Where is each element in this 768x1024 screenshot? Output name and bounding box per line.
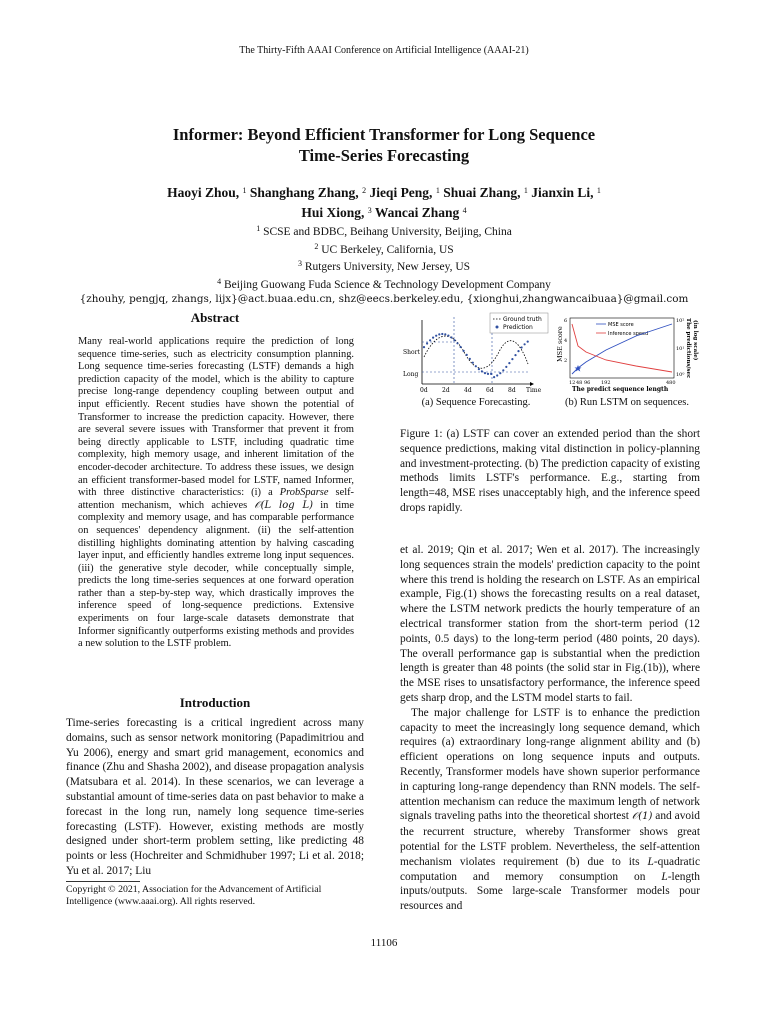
affiliation-line xyxy=(0,275,768,293)
paragraph-text: -length inputs/outputs. Some large-scale Transformer models pour resources and xyxy=(400,870,700,913)
paragraph-text: The major challenge for LSTF is to enhance the prediction capacity to meet the increasingly long sequence demand, which requires (a) extraordinary long-range alignment ability and (b) efficient operations on long sequence inputs and outputs. Recently, Transformer models have shown superior performance in capturing long-range dependency than RNN models. The self-attention mechanism can reduce the maximum length of network signals traveling paths into the theoretical shortest xyxy=(400,706,700,823)
prediction-point xyxy=(460,346,462,348)
x-tick: 12 xyxy=(569,380,576,386)
author-name: Haoyi Zhou, xyxy=(167,185,240,200)
x-tick: 2d xyxy=(442,387,450,394)
prediction-point xyxy=(499,372,501,374)
y-tick: 2 xyxy=(564,358,568,364)
page-number: 11106 xyxy=(370,937,398,949)
x-axis-label: Time xyxy=(526,387,542,394)
author-mark: 1 xyxy=(523,186,528,195)
prediction-point xyxy=(514,354,516,356)
prediction-point xyxy=(475,365,477,367)
prediction-point xyxy=(490,373,492,375)
x-tick: 96 xyxy=(584,380,591,386)
copyright-footnote: Copyright © 2021, Association for the Advancement of Artificial Intelligence (www.aaai.org). All rights reserved. xyxy=(66,884,322,908)
abstract-complexity-math: 𝒪(L log L) xyxy=(254,499,313,511)
author-mark: 4 xyxy=(462,206,467,215)
y2-tick: 10² xyxy=(676,318,685,324)
math-l: L xyxy=(661,870,668,883)
x-axis-label: The predict sequence length xyxy=(572,386,669,393)
y2-tick: 10¹ xyxy=(676,346,685,352)
abstract-text: self-attention mechanism, which achieves xyxy=(78,487,355,511)
prediction-point xyxy=(447,335,449,337)
author-mark: 1 xyxy=(242,186,247,195)
author-mark: 2 xyxy=(362,186,367,195)
prediction-point xyxy=(472,362,474,364)
footnote-rule xyxy=(66,881,140,882)
figure-1b-caption: (b) Run LSTM on sequences. xyxy=(565,397,689,408)
x-tick: 480 xyxy=(666,380,676,386)
affiliation-mark: 4 xyxy=(217,276,222,286)
author-mark: 1 xyxy=(435,186,440,195)
prediction-point xyxy=(426,342,428,344)
abstract-text: Many real-world applications require the prediction of long sequence time-series, such as electricity consumption planning. Long sequence time-series forecasting (LSTF) demands a high prediction capacity of the model, which is the ability to capture precise long-range dependency coupling between output and input efficiently. Recent studies have shown the potential of Transformer to increase the prediction capacity. However, there are several severe issues with Transformer that prevent it from being directly applicable to LSTF, including quadratic time complexity, high memory usage, and inherent limitation of the encoder-decoder architecture. To address these issues, we design an efficient transformer-based model for LSTF, named Informer, with three distinctive characteristics: (i) a xyxy=(78,336,354,499)
prediction-point xyxy=(527,341,529,343)
title-line-2: Time-Series Forecasting xyxy=(298,146,470,165)
prediction-point xyxy=(502,369,504,371)
paragraph-text: -quadratic computation and memory consumption on xyxy=(400,855,700,883)
prediction-point xyxy=(484,372,486,374)
prediction-point xyxy=(478,368,480,370)
affiliation-text: Rutgers University, New Jersey, US xyxy=(304,261,471,274)
prediction-point xyxy=(441,333,443,335)
affiliations xyxy=(0,222,768,307)
y-axis-label: MSE score xyxy=(556,326,564,362)
y2-axis-label: The predictions/sec xyxy=(685,318,691,379)
author-mark: 3 xyxy=(367,206,372,215)
prediction-point xyxy=(481,370,483,372)
prediction-point xyxy=(511,358,513,360)
prediction-point xyxy=(493,376,495,378)
prediction-point xyxy=(456,342,458,344)
author-name: Shuai Zhang, xyxy=(443,185,521,200)
x-tick: 0d xyxy=(420,387,428,394)
prediction-point xyxy=(524,343,526,345)
author-mark: 1 xyxy=(596,186,601,195)
author-emails: {zhouhy, pengjq, zhangs, lijx}@act.buaa.edu.cn, shz@eecs.berkeley.edu, {xionghui,zhangwancaibuaa}@gmail.com xyxy=(79,293,689,306)
prediction-point xyxy=(444,333,446,335)
prediction-point xyxy=(463,350,465,352)
paragraph-text: and avoid the recurrent structure, whereby Transformer shows great potential for the LSTF problem. Nevertheless, the self-attention mechanism violates requirement (b) due to its xyxy=(400,810,700,868)
author-name: Jieqi Peng, xyxy=(369,185,433,200)
prediction-point xyxy=(496,374,498,376)
x-tick: 4d xyxy=(464,387,472,394)
paragraph xyxy=(400,706,700,914)
prediction-point xyxy=(429,339,431,341)
prediction-point xyxy=(423,346,425,348)
author-line-1 xyxy=(0,182,768,202)
prediction-point xyxy=(521,346,523,348)
figure-1a-caption: (a) Sequence Forecasting. xyxy=(421,397,531,408)
y-tick: 6 xyxy=(564,318,568,324)
x-axis-arrow xyxy=(530,382,534,386)
affiliation-line xyxy=(0,222,768,240)
x-tick: 8d xyxy=(508,387,516,394)
y-tick: 4 xyxy=(564,338,568,344)
author-name: Shanghang Zhang, xyxy=(249,185,359,200)
legend-ground-truth: Ground truth xyxy=(503,316,542,323)
math-l: L xyxy=(647,855,654,868)
paragraph: et al. 2019; Qin et al. 2017; Wen et al. 2017). The increasingly long sequences strain the models' prediction capacity to the point where this trend is holding the research on LSTF. As an empirical example, Fig.(1) shows the forecasting results on a real dataset, where the LSTM network predicts the hourly temperature of an electrical transformer station from the short-term period (12 points, 0.5 days) to the long-term period (480 points, 20 days). The overall performance gap is substantial when the prediction length is greater than 48 points (the solid star in Fig.(1b)), where the MSE rises to unsatisfactory performance, the inference speed gets sharp drop, and the LSTM model starts to fail. xyxy=(400,544,700,704)
x-tick: 6d xyxy=(486,387,494,394)
author-line-2 xyxy=(0,202,768,222)
math-o1: 𝒪(1) xyxy=(631,811,653,823)
affiliation-line xyxy=(0,240,768,258)
prediction-point xyxy=(487,373,489,375)
prediction-point xyxy=(466,354,468,356)
affiliation-mark: 1 xyxy=(256,224,261,233)
affiliation-mark: 2 xyxy=(314,241,319,251)
affiliation-text: UC Berkeley, California, US xyxy=(321,243,454,256)
introduction-heading: Introduction xyxy=(179,695,251,710)
label-short: Short xyxy=(403,349,420,356)
abstract-heading: Abstract xyxy=(190,310,240,325)
y2-axis-label-unit: (in log scale) xyxy=(692,320,698,361)
x-tick: 192 xyxy=(601,380,611,386)
running-header: The Thirty-Fifth AAAI Conference on Artificial Intelligence (AAAI-21) xyxy=(239,45,529,56)
x-tick: 48 xyxy=(576,380,583,386)
figure-1a-sequence-forecasting xyxy=(402,312,550,398)
prediction-series xyxy=(423,333,529,378)
legend-speed: Inference speed xyxy=(608,331,649,337)
affiliation-text: SCSE and BDBC, Beihang University, Beijing, China xyxy=(263,226,512,238)
abstract-probsparse: ProbSparse xyxy=(279,487,329,499)
author-name: Jianxin Li, xyxy=(531,185,594,200)
paper-title xyxy=(0,124,768,166)
prediction-point xyxy=(435,335,437,337)
affiliation-mark: 3 xyxy=(297,259,302,269)
legend-mse: MSE score xyxy=(608,322,634,328)
author-name: Hui Xiong, xyxy=(301,205,365,220)
figure-1-caption: Figure 1: (a) LSTF can cover an extended period than the short sequence predictions, making vital distinction in policy-planning and investment-protecting. (b) The prediction capacity of existing methods limits LSTF's performance. E.g., starting from length=48, MSE rises unacceptably high, and the inference speed drops rapidly. xyxy=(400,428,700,514)
abstract-text: in time complexity and memory usage, and has comparable performance on sequences' dependency alignment. (ii) the self-attention distilling highlights dominating attention by halving cascading layer input, and efficiently handles extreme long input sequences. (iii) the generative style decoder, while conceptually simple, predicts the long time-series sequences at one forward operation rather than a step-by-step way, which drastically improves the inference speed of long-sequence predictions. Extensive experiments on four large-scale datasets demonstrate that Informer significantly outperforms existing methods and provides a new solution to the LSTF problem. xyxy=(78,499,354,650)
author-name: Wancai Zhang xyxy=(374,205,460,220)
prediction-point xyxy=(508,362,510,364)
legend-pred-swatch xyxy=(496,326,499,329)
ground-truth-series xyxy=(424,336,528,368)
author-list xyxy=(0,182,768,222)
affiliation-line xyxy=(0,257,768,275)
title-line-1: Informer: Beyond Efficient Transformer for Long Sequence xyxy=(172,125,596,144)
figure-1b-lstm-performance xyxy=(556,314,700,400)
introduction-body: Time-series forecasting is a critical ingredient across many domains, such as sensor network monitoring (Papadimitriou and Yu 2006), energy and smart grid management, economics and finance (Zhu and Shasha 2002), and disease propagation analysis (Matsubara et al. 2014). In these scenarios, we can leverage a substantial amount of time-series data on past behavior to make a forecast in the long run, namely long sequence time-series forecasting (LSTF). However, existing methods are mostly designed under short-term problem setting, like predicting 48 points or less (Hochreiter and Schmidhuber 1997; Li et al. 2018; Yu et al. 2017; Liu xyxy=(66,717,364,877)
legend-prediction: Prediction xyxy=(503,324,533,331)
label-long: Long xyxy=(403,371,419,378)
abstract-body xyxy=(78,336,354,651)
prediction-point xyxy=(469,358,471,360)
prediction-point xyxy=(453,339,455,341)
right-column-body xyxy=(400,543,700,914)
prediction-point xyxy=(505,366,507,368)
affiliation-text: Beijing Guowang Fuda Science & Technology Development Company xyxy=(223,278,551,291)
y2-tick: 10⁰ xyxy=(676,372,685,378)
prediction-point xyxy=(432,337,434,339)
prediction-point xyxy=(517,350,519,352)
prediction-point xyxy=(438,333,440,335)
prediction-point xyxy=(450,336,452,338)
